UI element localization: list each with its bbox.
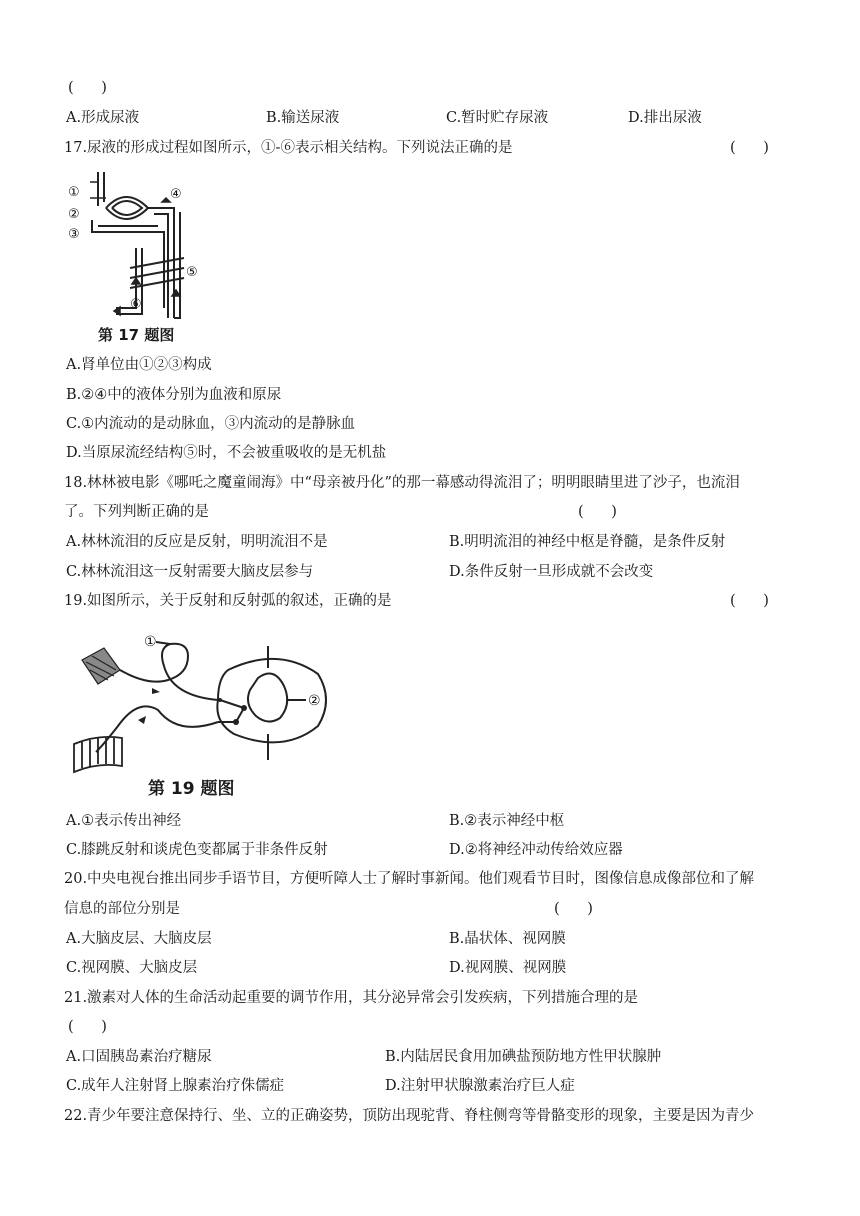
question-stem-cont: 了。下列判断正确的是	[64, 504, 209, 520]
figure-caption: 第 17 题图	[98, 326, 175, 344]
option-d: D.条件反射一旦形成就不会改变	[449, 564, 654, 580]
figure-caption: 第 19 题图	[148, 779, 235, 799]
answer-bracket: ( )	[578, 504, 617, 520]
option-a: A.林林流泪的反应是反射，明明流泪不是	[66, 534, 328, 550]
reflex-arc-figure	[68, 626, 338, 776]
label-2: ②	[68, 207, 80, 222]
option-b: B.明明流泪的神经中枢是脊髓，是条件反射	[449, 534, 726, 550]
option-c: C.成年人注射肾上腺素治疗侏儒症	[66, 1078, 285, 1094]
option-a: A.大脑皮层、大脑皮层	[66, 931, 212, 947]
question-stem: 18.林林被电影《哪吒之魔童闹海》中“母亲被丹化”的那一幕感动得流泪了；明明眼睛里进了沙子，也流泪	[64, 475, 740, 491]
option-c: C.暂时贮存尿液	[446, 110, 549, 126]
label-3: ③	[68, 227, 80, 242]
option-b: B.内陆居民食用加碘盐预防地方性甲状腺肿	[385, 1049, 662, 1065]
label-6: ⑥	[130, 297, 142, 312]
option-b: B.②④中的液体分别为血液和原尿	[66, 387, 282, 403]
answer-bracket: ( )	[68, 80, 107, 96]
option-a: A.口固胰岛素治疗糖尿	[66, 1049, 212, 1065]
question-stem: 19.如图所示，关于反射和反射弧的叙述，正确的是	[64, 593, 392, 609]
option-a: A.形成尿液	[66, 110, 140, 126]
label-1: ①	[144, 634, 157, 650]
option-b: B.②表示神经中枢	[449, 813, 565, 829]
nephron-diagram	[66, 168, 216, 348]
option-c: C.林林流泪这一反射需要大脑皮层参与	[66, 564, 314, 580]
nephron-figure	[66, 168, 216, 348]
label-4: ④	[170, 187, 182, 202]
option-b: B.输送尿液	[266, 110, 340, 126]
question-stem-cont: 信息的部位分别是	[64, 901, 180, 917]
option-b: B.晶状体、视网膜	[449, 931, 566, 947]
question-stem: 22.青少年要注意保持行、坐、立的正确姿势，顶防出现驼背、脊柱侧弯等骨骼变形的现象，主要是因为青少	[64, 1108, 755, 1124]
answer-bracket: ( )	[730, 140, 769, 156]
option-d: D.排出尿液	[628, 110, 702, 126]
option-d: D.②将神经冲动传给效应器	[449, 842, 623, 858]
option-d: D.视网膜、视网膜	[449, 960, 567, 976]
option-d: D.注射甲状腺激素治疗巨人症	[385, 1078, 575, 1094]
question-stem: 20.中央电视台推出同步手语节目，方便听障人士了解时事新闻。他们观看节目时，图像信息成像部位和了解	[64, 871, 755, 887]
option-c: C.视网膜、大脑皮层	[66, 960, 198, 976]
answer-bracket: ( )	[68, 1019, 107, 1035]
option-d: D.当原尿流经结构⑤时，不会被重吸收的是无机盐	[66, 445, 387, 461]
option-a: A.①表示传出神经	[66, 813, 182, 829]
label-2: ②	[308, 693, 321, 709]
option-a: A.肾单位由①②③构成	[66, 357, 212, 373]
option-c: C.膝跳反射和谈虎色变都属于非条件反射	[66, 842, 328, 858]
question-stem: 21.激素对人体的生命活动起重要的调节作用，其分泌异常会引发疾病，下列措施合理的是	[64, 990, 639, 1006]
answer-bracket: ( )	[554, 901, 593, 917]
label-1: ①	[68, 185, 80, 200]
reflex-arc-diagram	[68, 626, 338, 776]
option-c: C.①内流动的是动脉血，③内流动的是静脉血	[66, 416, 356, 432]
question-stem: 17.尿液的形成过程如图所示，①-⑥表示相关结构。下列说法正确的是	[64, 140, 513, 156]
label-5: ⑤	[186, 265, 198, 280]
answer-bracket: ( )	[730, 593, 769, 609]
